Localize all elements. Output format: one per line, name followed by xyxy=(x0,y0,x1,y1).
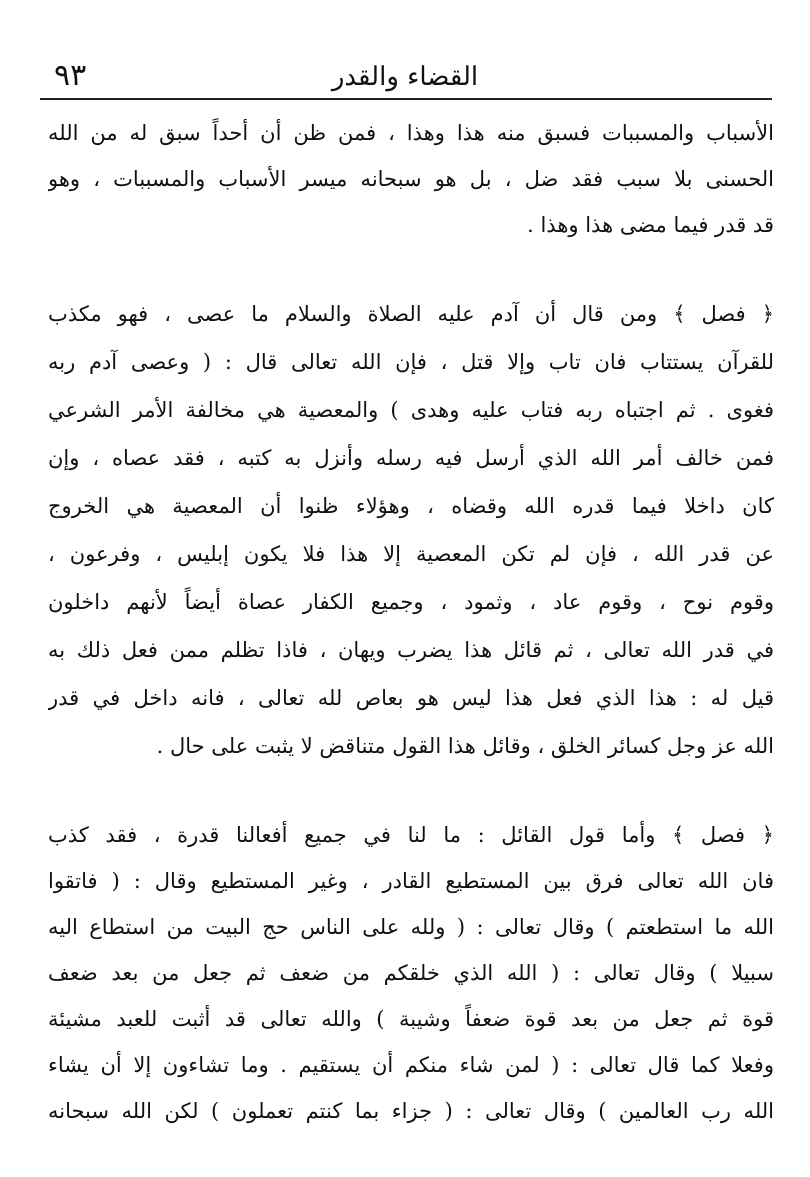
text-line: الحسنى بلا سبب فقد ضل ، بل هو سبحانه ميسر الأسباب والمسببات ، وهو xyxy=(48,167,774,191)
page-header xyxy=(40,58,770,98)
running-title: القضاء والقدر xyxy=(331,62,479,92)
paragraph xyxy=(48,110,774,248)
text-line: في قدر الله تعالى ، ثم قائل هذا يضرب ويهان ، فاذا تظلم ممن فعل ذلك به xyxy=(48,638,774,662)
text-line: قوة ثم جعل من بعد قوة ضعفاً وشيبة ) والله تعالى قد أثبت للعبد مشيئة xyxy=(48,1007,774,1031)
text-line: وفعلا كما قال تعالى : ( لمن شاء منكم أن يستقيم . وما تشاءون إلا أن يشاء xyxy=(48,1053,774,1077)
text-line: الله ما استطعتم ) وقال تعالى : ( ولله على الناس حج البيت من استطاع اليه xyxy=(48,915,774,939)
body-text xyxy=(48,110,774,1134)
text-line: فمن خالف أمر الله الذي أرسل فيه رسله وأنزل به كتبه ، فقد عصاه ، وإن xyxy=(48,446,774,470)
page-number: ٩٣ xyxy=(54,58,87,93)
paragraph xyxy=(48,290,774,770)
text-line: للقرآن يستتاب فان تاب وإلا قتل ، فإن الله تعالى قال : ( وعصى آدم ربه xyxy=(48,350,774,374)
text-line: ﴿ فصل ﴾ ومن قال أن آدم عليه الصلاة والسلام ما عصى ، فهو مكذب xyxy=(48,302,774,326)
text-line: ﴿ فصل ﴾ وأما قول القائل : ما لنا في جميع أفعالنا قدرة ، فقد كذب xyxy=(48,823,774,847)
text-line: عن قدر الله ، فإن لم تكن المعصية إلا هذا فلا يكون إبليس ، وفرعون ، xyxy=(48,542,774,566)
text-line: الله رب العالمين ) وقال تعالى : ( جزاء بما كنتم تعملون ) لكن الله سبحانه xyxy=(48,1099,774,1123)
paragraph xyxy=(48,812,774,1134)
text-line: فغوى . ثم اجتباه ربه فتاب عليه وهدى ) والمعصية هي مخالفة الأمر الشرعي xyxy=(48,398,774,422)
text-line: الأسباب والمسببات فسبق منه هذا وهذا ، فمن ظن أن أحداً سبق له من الله xyxy=(48,121,774,145)
text-line: سبيلا ) وقال تعالى : ( الله الذي خلقكم من ضعف ثم جعل من بعد ضعف xyxy=(48,961,774,985)
text-line: وقوم نوح ، وقوم عاد ، وثمود ، وجميع الكفار عصاة أيضاً لأنهم داخلون xyxy=(48,590,774,614)
text-line: الله عز وجل كسائر الخلق ، وقائل هذا القول متناقض لا يثبت على حال . xyxy=(156,734,774,758)
text-line: قد قدر فيما مضى هذا وهذا . xyxy=(527,213,774,237)
text-line: كان داخلا فيما قدره الله وقضاه ، وهؤلاء ظنوا أن المعصية هي الخروج xyxy=(48,494,774,518)
header-rule xyxy=(40,98,772,100)
text-line: فان الله تعالى فرق بين المستطيع القادر ، وغير المستطيع وقال : ( فاتقوا xyxy=(48,869,774,893)
paragraph-gap xyxy=(48,248,774,290)
text-line: قيل له : هذا الذي فعل هذا ليس هو بعاص لله تعالى ، فانه داخل في قدر xyxy=(48,686,774,710)
paragraph-gap xyxy=(48,770,774,812)
